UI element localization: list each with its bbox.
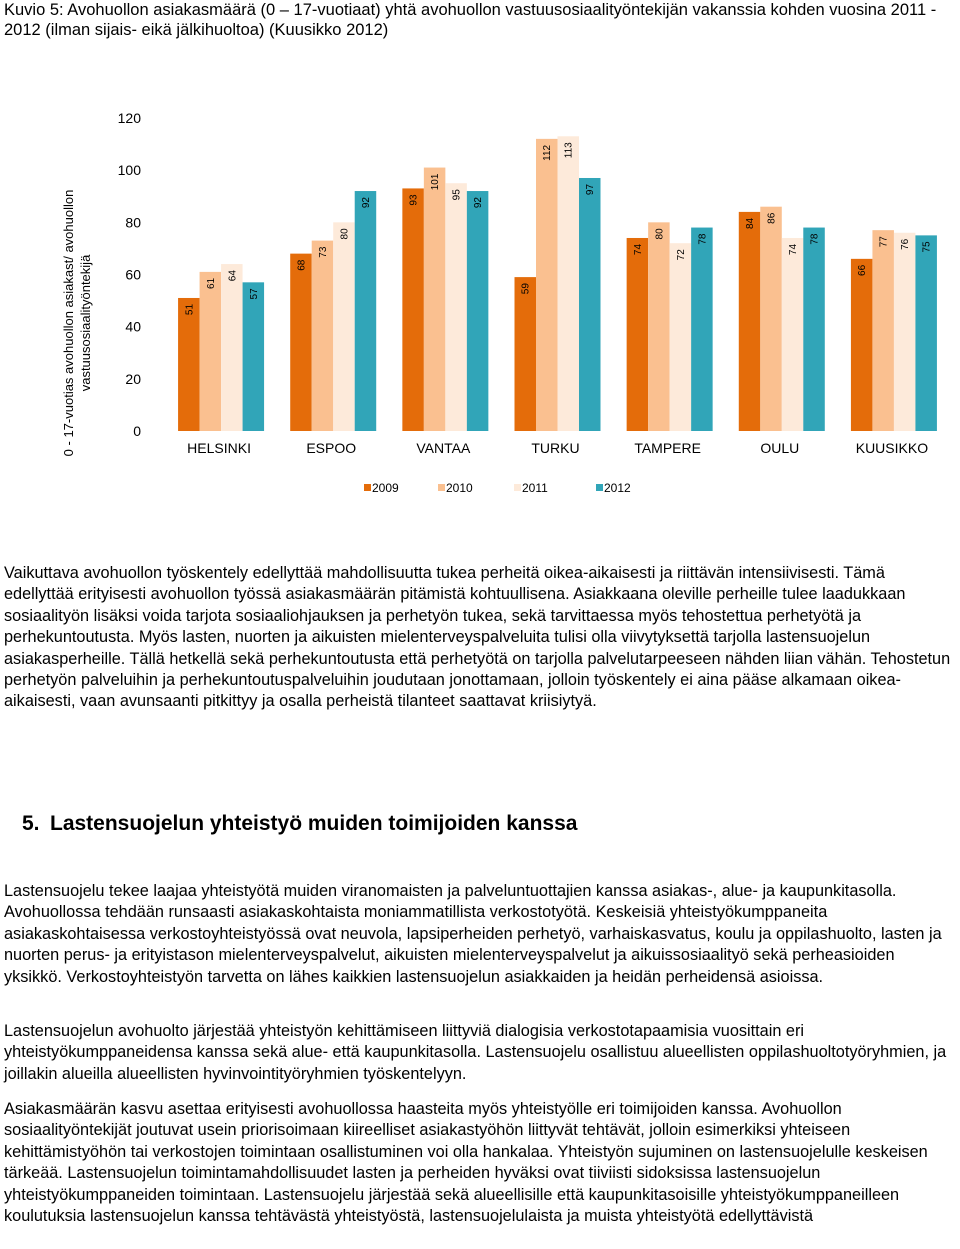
legend-label: 2009 bbox=[372, 481, 399, 495]
x-tick-label: TURKU bbox=[531, 440, 580, 456]
bar-value-label: 92 bbox=[360, 197, 372, 209]
bar-value-label: 84 bbox=[745, 217, 757, 230]
bar-value-label: 78 bbox=[809, 233, 821, 245]
bar-value-label: 97 bbox=[585, 183, 597, 196]
paragraph-3: Lastensuojelun avohuolto järjestää yhteistyön kehittämiseen liittyviä dialogisia verkostotapaamisia vuosittain eri yhteistyökumppaneidensa kanssa sekä alue- että kaupunkitasolla. Lastensuojelu osallistuu alueellisten oppilashuoltotyöryhmien, ja joillakin alueilla alueellisten hyvinvointityöryhmien työskentelyyn. bbox=[4, 1022, 947, 1083]
y-tick-label: 120 bbox=[117, 110, 141, 126]
section-heading bbox=[22, 812, 577, 836]
legend-label: 2010 bbox=[446, 481, 473, 495]
bar-value-label: 77 bbox=[878, 236, 890, 248]
bar bbox=[312, 241, 334, 431]
x-tick-label: KUUSIKKO bbox=[855, 440, 929, 456]
legend bbox=[364, 481, 631, 495]
bar-value-label: 64 bbox=[227, 270, 239, 282]
bar-value-label: 51 bbox=[184, 303, 196, 316]
y-tick-label: 80 bbox=[125, 214, 141, 231]
bar-value-label: 101 bbox=[430, 173, 442, 191]
bar bbox=[221, 264, 243, 431]
bar bbox=[691, 228, 713, 431]
bar-value-label: 78 bbox=[697, 233, 709, 245]
section-number: 5. bbox=[22, 812, 40, 835]
y-axis-ticks bbox=[118, 110, 142, 439]
bar-value-label: 66 bbox=[857, 264, 869, 276]
paragraph-4: Asiakasmäärän kasvu asettaa erityisesti avohuollossa haasteita myös yhteistyölle eri toimijoiden kanssa. Avohuollon sosiaalityöntekijät joutuvat usein priorisoimaan kiireelliset asiakastyöhön liittyvät tehtävät, jolloin esimerkiksi yhteiseen kehittämistyöhön tai verkostojen toimintaan osallistuminen voi olla hankalaa. Yhteistyön sujuminen on lastensuojelulle keskeisen tärkeää. Lastensuojelun toimintamahdollisuudet lasten ja perheiden hyväksi ovat tiiviisti sidoksissa lastensuojelun yhteistyökumppaneiden toimintaan. Lastensuojelu järjestää sekä alueellisille että kaupunkitasoisille yhteistyökumppaneilleen koulutuksia lastensuojelun kanssa tehtävästä yhteistyöstä, lastensuojelulaista ja muista yhteistyötä edellyttävistä bbox=[4, 1100, 928, 1226]
bar bbox=[536, 139, 558, 431]
bar bbox=[290, 254, 312, 431]
bar-value-label: 72 bbox=[675, 249, 687, 261]
bar bbox=[333, 222, 355, 431]
bar bbox=[627, 238, 649, 431]
y-tick-label: 40 bbox=[125, 318, 141, 335]
bar-value-label: 112 bbox=[542, 144, 554, 161]
bar bbox=[467, 191, 489, 431]
paragraph-1: Vaikuttava avohuollon työskentely edellyttää mahdollisuutta tukea perheitä oikea-aikaisesti ja riittävän intensiivisesti. Tämä edellyttää erityisesti avohuollon työssä asiakasmäärän pitämistä kohtuullisena. Asiakkaana oleville perheille tulee laadukkaan sosiaalityön lisäksi voida tarjota sosiaaliohjauksen ja perhetyön tukea, sekä tarvittaessa myös tehostettua perhetyötä ja perhekuntoutusta. Myös lasten, nuorten ja aikuisten mielenterveyspalveluita tulisi olla viivytyksettä tarjolla lastensuojelun asiakasperheille. Tällä hetkellä sekä perhekuntoutusta että perhetyötä on tarjolla palvelutarpeeseen nähden liian vähän. Tehostetun perhetyön palveluihin ja perhekuntoutuspalveluihin joudutaan jonottamaan, jolloin työskentely ei aina pääse alkamaan oikea-aikaisesti, vaan avunsaanti pitkittyy ja osalla perheistä tilanteet saattavat kriisiytyä. bbox=[4, 564, 951, 711]
bar bbox=[200, 272, 222, 431]
legend-swatch bbox=[364, 484, 371, 491]
y-tick-label: 20 bbox=[125, 370, 141, 387]
y-axis-label-line2: vastuusosiaalityöntekijä bbox=[78, 254, 93, 392]
bar-value-label: 86 bbox=[766, 212, 778, 224]
bar-value-label: 73 bbox=[317, 246, 329, 258]
x-tick-label: TAMPERE bbox=[634, 440, 701, 456]
x-tick-label: ESPOO bbox=[306, 440, 357, 456]
legend-swatch bbox=[514, 484, 521, 491]
bar bbox=[243, 282, 264, 431]
bar bbox=[558, 136, 580, 431]
bar bbox=[648, 222, 670, 431]
paragraph-2: Lastensuojelu tekee laajaa yhteistyötä muiden viranomaisten ja palveluntuottajien kanssa asiakas-, alue- ja kaupunkitasolla. Avohuollossa tehdään runsaasti asiakaskohtaista moniammatillista verkostotyötä. Keskeisiä yhteistyökumppaneita asiakaskohtaisessa verkostoyhteistyössä ovat neuvola, lapsiperheiden perhetyö, varhaiskasvatus, koulu ja oppilashuolto, lasten ja nuorten perus- ja erityistason mielenterveyspalvelut, aikuisten mielenterveyspalvelut ja aikuissosiaalityö sekä perheasioiden yksikkö. Verkostoyhteistyön tarvetta on lähes kaikkien lastensuojelun asiakkaiden ja heidän perheidensä asioissa. bbox=[4, 882, 942, 986]
bar-value-label: 61 bbox=[205, 277, 217, 290]
bar bbox=[670, 243, 692, 431]
bar bbox=[739, 212, 761, 431]
y-axis-label bbox=[61, 190, 93, 457]
bars bbox=[178, 136, 937, 431]
bar-value-label: 75 bbox=[921, 241, 933, 253]
legend-label: 2011 bbox=[522, 481, 548, 495]
bar-value-label: 80 bbox=[654, 228, 666, 240]
bar-value-label: 57 bbox=[248, 288, 260, 300]
x-axis-labels bbox=[187, 440, 928, 456]
bar-value-label: 95 bbox=[451, 189, 463, 201]
bar bbox=[894, 233, 916, 431]
legend-swatch bbox=[596, 484, 603, 491]
bar-value-label: 93 bbox=[408, 194, 420, 206]
bar bbox=[579, 178, 601, 431]
bar bbox=[445, 183, 467, 431]
bar bbox=[424, 168, 446, 431]
bar-value-label: 68 bbox=[296, 259, 308, 271]
bar bbox=[178, 298, 200, 431]
bar bbox=[851, 259, 873, 431]
legend-label: 2012 bbox=[604, 481, 631, 495]
y-tick-label: 60 bbox=[125, 266, 141, 283]
y-tick-label: 0 bbox=[133, 423, 141, 439]
bar-value-label: 92 bbox=[473, 197, 485, 209]
figure-caption: Kuvio 5: Avohuollon asiakasmäärä (0 – 17-vuotiaat) yhtä avohuollon vastuusosiaalityöntekijän vakanssia kohden vuosina 2011 - 2012 (ilman sijais- eikä jälkihuoltoa) (Kuusikko 2012) bbox=[4, 1, 937, 39]
bar bbox=[803, 228, 825, 431]
legend-swatch bbox=[438, 484, 445, 491]
bar bbox=[782, 238, 804, 431]
x-tick-label: VANTAA bbox=[416, 440, 471, 456]
bar bbox=[915, 235, 937, 431]
bar-value-label: 113 bbox=[563, 142, 575, 159]
bar-chart bbox=[0, 80, 960, 520]
bar-value-label: 59 bbox=[520, 283, 532, 295]
bar-value-label: 74 bbox=[632, 243, 644, 256]
y-tick-label: 100 bbox=[117, 162, 141, 179]
bar-value-label: 80 bbox=[339, 228, 351, 240]
bar bbox=[355, 191, 377, 431]
bar bbox=[760, 207, 782, 431]
section-title: Lastensuojelun yhteistyö muiden toimijoiden kanssa bbox=[50, 812, 578, 835]
bar-value-label: 76 bbox=[900, 238, 912, 250]
x-tick-label: OULU bbox=[760, 440, 800, 456]
bar bbox=[515, 277, 537, 431]
bar-value-label: 74 bbox=[788, 243, 800, 256]
bar bbox=[872, 230, 894, 431]
bar bbox=[402, 188, 424, 431]
y-axis-label-line1: 0 - 17-vuotias avohuollon asiakast/ avohuollon bbox=[61, 189, 76, 457]
x-tick-label: HELSINKI bbox=[187, 440, 251, 456]
